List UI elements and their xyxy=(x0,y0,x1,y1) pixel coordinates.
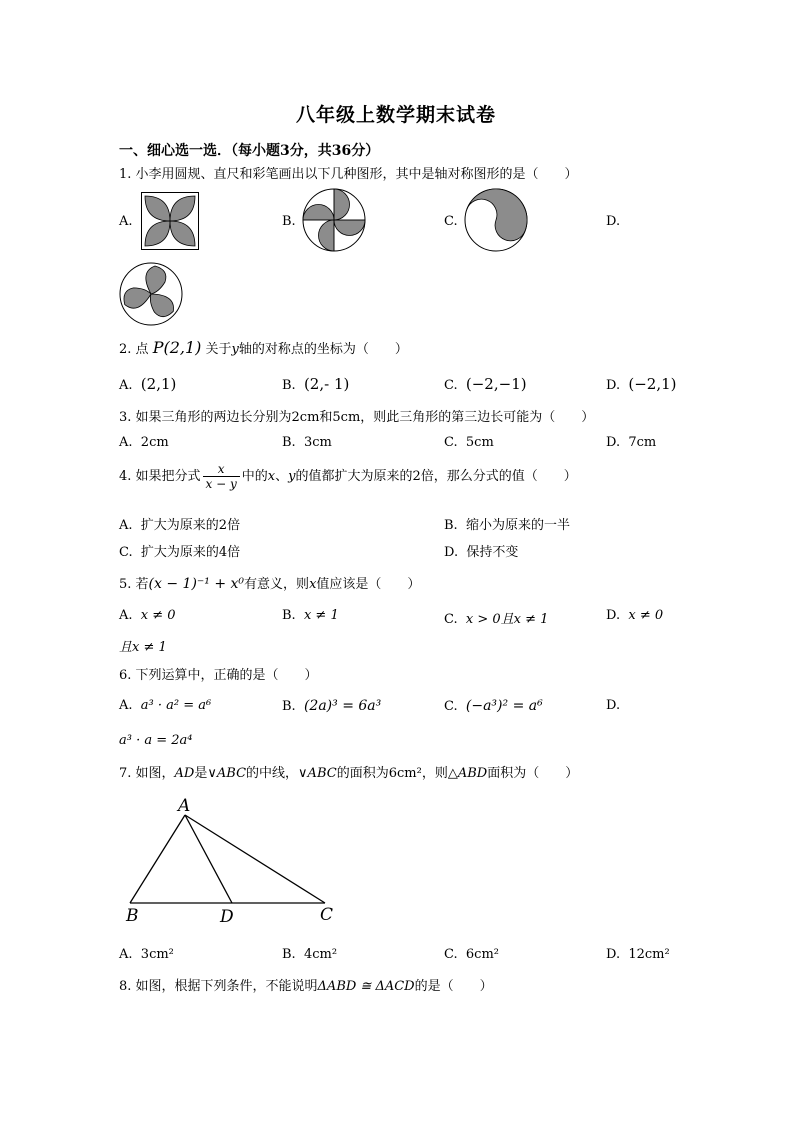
q1-option-a-figure xyxy=(141,192,199,250)
q7-area: 6cm² xyxy=(388,766,422,781)
option-label: A. xyxy=(119,378,133,393)
median-ad xyxy=(185,815,232,903)
option-label: D. xyxy=(606,435,621,450)
option-label: B. xyxy=(282,435,296,450)
q3-option-a[interactable] xyxy=(119,435,169,450)
q6-option-d-continued: a³ · a = 2a⁴ xyxy=(119,733,193,748)
q5-option-d[interactable] xyxy=(606,608,663,623)
q5-stem-mid: 有意义，则 xyxy=(244,577,310,592)
option-text: 扩大为原来的2倍 xyxy=(140,518,241,533)
q4-fraction-denominator: x − y xyxy=(205,477,237,491)
option-text: 4cm² xyxy=(303,947,338,962)
option-text: x > 0且x ≠ 1 xyxy=(465,612,549,627)
q2-option-d[interactable] xyxy=(606,375,677,393)
q7-option-c[interactable] xyxy=(444,947,499,962)
q2-axis: y xyxy=(231,342,239,357)
q4-stem-pre: 4. 如果把分式 xyxy=(119,469,201,484)
q4-var-y: y xyxy=(288,469,296,484)
q7-stem-post: 面积为（ ） xyxy=(487,766,579,781)
question-3-stem: 3. 如果三角形的两边长分别为2cm和5cm，则此三角形的第三边长可能为（ ） xyxy=(119,410,595,425)
q5-stem-post: 值应该是（ ） xyxy=(316,577,421,592)
option-text: (2a)³ = 6a³ xyxy=(303,698,382,714)
option-label: C. xyxy=(444,435,458,450)
option-text: x ≠ 0 xyxy=(628,608,664,623)
q5-option-c[interactable] xyxy=(444,608,548,627)
option-label: A. xyxy=(119,435,133,450)
q2-stem-post: 轴的对称点的坐标为（ ） xyxy=(238,342,408,357)
q4-option-d[interactable] xyxy=(444,541,518,560)
q2-stem-mid: 关于 xyxy=(205,342,232,357)
vertex-label-b: B xyxy=(126,906,139,926)
option-text: (−a³)² = a⁶ xyxy=(465,698,543,714)
question-2-stem xyxy=(119,338,408,357)
page-title: 八年级上数学期末试卷 xyxy=(296,104,497,126)
q4-stem-mid2: 、 xyxy=(275,469,289,484)
q5-option-b[interactable] xyxy=(282,608,339,623)
option-label: D. xyxy=(606,608,621,623)
option-label: D. xyxy=(606,378,621,393)
q6-option-c[interactable] xyxy=(444,698,543,714)
q1-option-d-label: D. xyxy=(606,214,621,229)
vertex-label-d: D xyxy=(220,907,234,927)
question-6-stem: 6. 下列运算中，正确的是（ ） xyxy=(119,668,318,683)
question-5-stem xyxy=(119,573,420,592)
question-7-stem xyxy=(119,762,578,781)
q7-stem-d: ，则 xyxy=(421,766,448,781)
q1-option-b-label: B. xyxy=(282,214,296,229)
q7-stem-c: 的面积为 xyxy=(336,766,389,781)
option-text: 12cm² xyxy=(628,947,670,962)
q5-option-a[interactable] xyxy=(119,608,176,623)
option-text: (2,- 1) xyxy=(303,375,350,393)
option-label: C. xyxy=(444,612,458,627)
q2-option-c[interactable] xyxy=(444,375,527,393)
section-heading: 一、细心选一选．（每小题3分，共36分） xyxy=(119,143,380,159)
q8-stem-post: 的是（ ） xyxy=(414,979,493,994)
option-text: a³ · a² = a⁶ xyxy=(140,698,212,713)
q4-fraction xyxy=(203,462,240,491)
q5-option-d-continued: 且x ≠ 1 xyxy=(119,640,167,655)
q7-stem-b: 的中线， xyxy=(246,766,299,781)
q7-stem-a: 是 xyxy=(194,766,208,781)
option-text: 2cm xyxy=(140,435,169,450)
q8-expression: ΔABD ≅ ΔACD xyxy=(317,979,415,994)
q1-option-c-figure xyxy=(464,188,528,252)
option-label: D. xyxy=(444,545,459,560)
option-label: B. xyxy=(282,947,296,962)
q1-option-c-label: C. xyxy=(444,214,458,229)
option-text: 5cm xyxy=(465,435,494,450)
option-label: C. xyxy=(444,699,458,714)
option-text: 3cm xyxy=(303,435,332,450)
q1-option-a-label: A. xyxy=(119,214,133,229)
q3-option-c[interactable] xyxy=(444,435,494,450)
q7-triangle-abd: △ABD xyxy=(447,766,488,781)
option-text: 缩小为原来的一半 xyxy=(465,518,570,533)
q5-var: x xyxy=(309,577,317,592)
question-1-stem: 1. 小李用圆规、直尺和彩笔画出以下几种图形，其中是轴对称图形的是（ ） xyxy=(119,167,578,182)
q5-expression: (x − 1)⁻¹ + x⁰ xyxy=(148,576,245,592)
option-label: C. xyxy=(444,378,458,393)
option-text: (2,1) xyxy=(140,375,177,393)
q2-stem-pre: 2. 点 xyxy=(119,342,149,357)
q3-option-d[interactable] xyxy=(606,435,656,450)
q2-option-b[interactable] xyxy=(282,375,349,393)
q5-stem-pre: 5. 若 xyxy=(119,577,149,592)
q4-fraction-numerator: x xyxy=(203,462,240,477)
q6-option-b[interactable] xyxy=(282,698,381,714)
option-label: C. xyxy=(119,545,133,560)
option-label: A. xyxy=(119,608,133,623)
q4-stem-mid1: 中的 xyxy=(241,469,268,484)
option-label: B. xyxy=(282,378,296,393)
option-text: 3cm² xyxy=(140,947,174,962)
q4-option-b[interactable] xyxy=(444,514,570,533)
side-ac xyxy=(185,815,325,903)
q7-triangle-figure xyxy=(120,795,350,930)
option-label: A. xyxy=(119,518,133,533)
q7-option-b[interactable] xyxy=(282,947,337,962)
q7-stem-pre: 7. 如图， xyxy=(119,766,175,781)
option-text: x ≠ 1 xyxy=(303,608,339,623)
q7-segment-ad: AD xyxy=(174,766,195,781)
option-text: (−2,−1) xyxy=(465,375,527,393)
q1-option-b-figure xyxy=(302,188,366,252)
q4-option-c[interactable] xyxy=(119,541,240,560)
q7-option-d[interactable] xyxy=(606,947,670,962)
q7-triangle-abc-2: ∨ABC xyxy=(298,766,337,781)
q2-option-a[interactable] xyxy=(119,375,176,393)
q7-triangle-abc: ∨ABC xyxy=(207,766,247,781)
q2-point: P(2,1) xyxy=(152,338,202,357)
vertex-label-a: A xyxy=(178,796,191,816)
option-label: D. xyxy=(606,698,621,713)
option-text: 7cm xyxy=(628,435,657,450)
q6-option-d[interactable] xyxy=(606,698,624,713)
q3-option-b[interactable] xyxy=(282,435,332,450)
q6-option-a[interactable] xyxy=(119,698,211,713)
option-label: A. xyxy=(119,698,133,713)
option-label: A. xyxy=(119,947,133,962)
option-text: 6cm² xyxy=(465,947,499,962)
question-4-stem xyxy=(119,462,577,491)
q4-stem-post: 的值都扩大为原来的2倍，那么分式的值（ ） xyxy=(295,469,577,484)
option-text: x ≠ 0 xyxy=(140,608,176,623)
q7-option-a[interactable] xyxy=(119,947,174,962)
q4-option-a[interactable] xyxy=(119,514,240,533)
q8-stem-pre: 8. 如图，根据下列条件，不能说明 xyxy=(119,979,318,994)
q4-var-x: x xyxy=(267,469,276,484)
vertex-label-c: C xyxy=(320,905,334,925)
option-text: (−2,1) xyxy=(628,375,677,393)
option-text: 保持不变 xyxy=(466,545,519,560)
option-label: C. xyxy=(444,947,458,962)
option-label: B. xyxy=(282,608,296,623)
option-label: B. xyxy=(282,699,296,714)
option-label: B. xyxy=(444,518,458,533)
option-label: D. xyxy=(606,947,621,962)
question-8-stem xyxy=(119,975,493,994)
q1-option-d-figure xyxy=(119,262,183,326)
side-ab xyxy=(130,815,185,903)
option-text: 扩大为原来的4倍 xyxy=(140,545,241,560)
